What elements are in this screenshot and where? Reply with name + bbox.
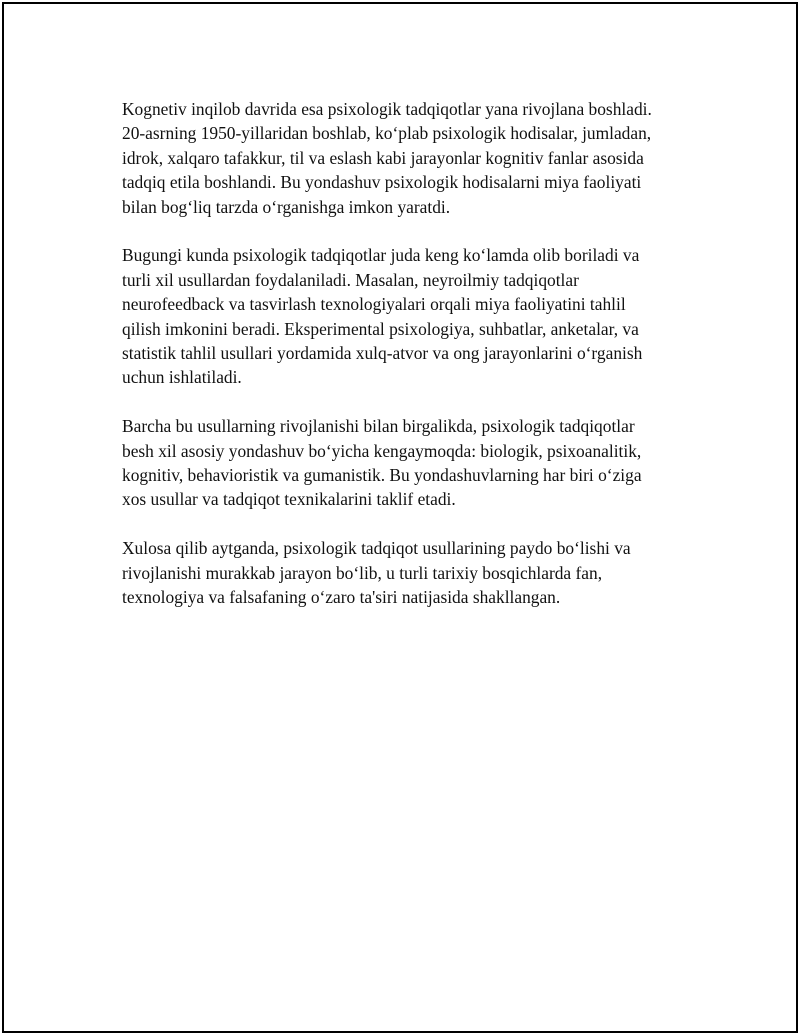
paragraph-4: Xulosa qilib aytganda, psixologik tadqiqot usullarining paydo bo‘lishi va rivojlanishi murakkab jarayon bo‘lib, u turli tarixiy bosqichlarda fan, texnologiya va falsafaning o‘zaro ta'siri natijasida shakllangan. (122, 538, 631, 608)
paragraph-1: Kognetiv inqilob davrida esa psixologik tadqiqotlar yana rivojlana boshladi. 20-asrning 1950-yillaridan boshlab, ko‘plab psixologik hodisalar, jumladan, idrok, xalqaro tafakkur, til va eslash kabi jarayonlar kognitiv fanlar asosida tadqiq etila boshlandi. Bu yondashuv psixologik hodisalarni miya faoliyati bilan bog‘liq tarzda o‘rganishga imkon yaratdi. (122, 99, 652, 217)
paragraph-2: Bugungi kunda psixologik tadqiqotlar juda keng ko‘lamda olib boriladi va turli xil usullardan foydalaniladi. Masalan, neyroilmiy tadqiqotlar neurofeedback va tasvirlash texnologiyalari orqali miya faoliyatini tahlil qilish imkonini beradi. Eksperimental psixologiya, suhbatlar, anketalar, va statistik tahlil usullari yordamida xulq-atvor va ong jarayonlarini o‘rganish uchun ishlatiladi. (122, 245, 643, 388)
page-frame (2, 2, 798, 1033)
document-body (122, 97, 702, 634)
paragraph-3: Barcha bu usullarning rivojlanishi bilan birgalikda, psixologik tadqiqotlar besh xil asosiy yondashuv bo‘yicha kengaymoqda: biologik, psixoanalitik, kognitiv, behavioristik va gumanistik. Bu yondashuvlarning har biri o‘ziga xos usullar va tadqiqot texnikalarini taklif etadi. (122, 416, 642, 510)
